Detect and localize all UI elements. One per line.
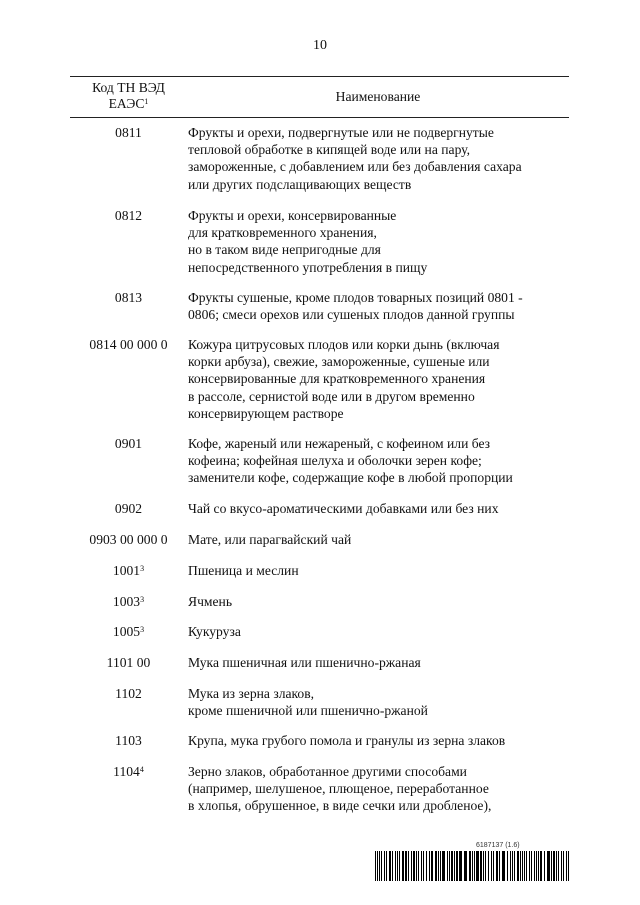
row-name: Кукуруза — [188, 624, 241, 639]
document-id: 6187137 (1.6) — [476, 842, 520, 849]
header-code-column — [70, 80, 187, 112]
row-name: Пшеница и меслин — [188, 563, 299, 578]
row-code: 1005$^3$ — [112, 624, 145, 639]
header-code-line2: ЕАЭС — [108, 96, 145, 111]
row-name: Мука из зерна злаков, кроме пшеничной или пшенично-ржаной — [188, 686, 428, 719]
row-code: 0901 — [114, 436, 143, 451]
row-code: 1001$^3$ — [112, 563, 145, 578]
row-name: Мука пшеничная или пшенично-ржаная — [188, 655, 421, 670]
row-name: Ячмень — [188, 594, 233, 609]
row-name: Чай со вкусо-ароматическими добавками или без них — [188, 501, 499, 516]
row-code: 0811 — [115, 125, 142, 140]
row-code: 0902 — [114, 501, 143, 516]
table-header — [70, 76, 569, 118]
header-name-column: Наименование — [335, 89, 421, 104]
row-code: 0903 00 000 0 — [89, 532, 168, 547]
row-name: Крупа, мука грубого помола и гранулы из зерна злаков — [188, 733, 506, 748]
barcode-image — [375, 851, 570, 881]
row-name: Фрукты и орехи, подвергнутые или не подвергнутые тепловой обработке в кипящей воде или на пару, замороженные, с добавлением или без добавления сахара или других подслащивающих веществ — [188, 125, 522, 192]
row-name: Кожура цитрусовых плодов или корки дынь (включая корки арбуза), свежие, замороженные, сушеные или консервированные для кратковременного хранения в рассоле, сернистой воде или в другом временно консервирующем растворе — [188, 337, 500, 421]
row-code: 0814 00 000 0 — [89, 337, 168, 352]
row-name: Фрукты и орехи, консервированные для кратковременного хранения, но в таком виде непригодные для непосредственного употребления в пищу — [188, 208, 428, 275]
row-code: 0813 — [114, 290, 143, 305]
header-footnote-mark: 1 — [144, 97, 149, 106]
page-number: 10 — [313, 38, 327, 53]
row-name: Фрукты сушеные, кроме плодов товарных позиций 0801 - 0806; смеси орехов или сушеных плодов данной группы — [188, 290, 523, 323]
row-code: 1103 — [115, 733, 142, 748]
header-code-line1: Код ТН ВЭД — [92, 80, 165, 95]
row-code: 1102 — [115, 686, 142, 701]
row-name: Мате, или парагвайский чай — [188, 532, 352, 547]
row-code: 1101 00 — [106, 655, 151, 670]
row-name: Зерно злаков, обработанное другими способами (например, шелушеное, плющеное, переработанное в хлопья, обрушенное, в виде сечки или дробленое), — [188, 764, 492, 814]
row-name: Кофе, жареный или нежареный, с кофеином или без кофеина; кофейная шелуха и оболочки зерен кофе; заменители кофе, содержащие кофе в любой пропорции — [188, 436, 513, 486]
row-code: 1003$^3$ — [112, 594, 145, 609]
row-code: 0812 — [114, 208, 143, 223]
row-code: 1104$^4$ — [113, 764, 144, 779]
